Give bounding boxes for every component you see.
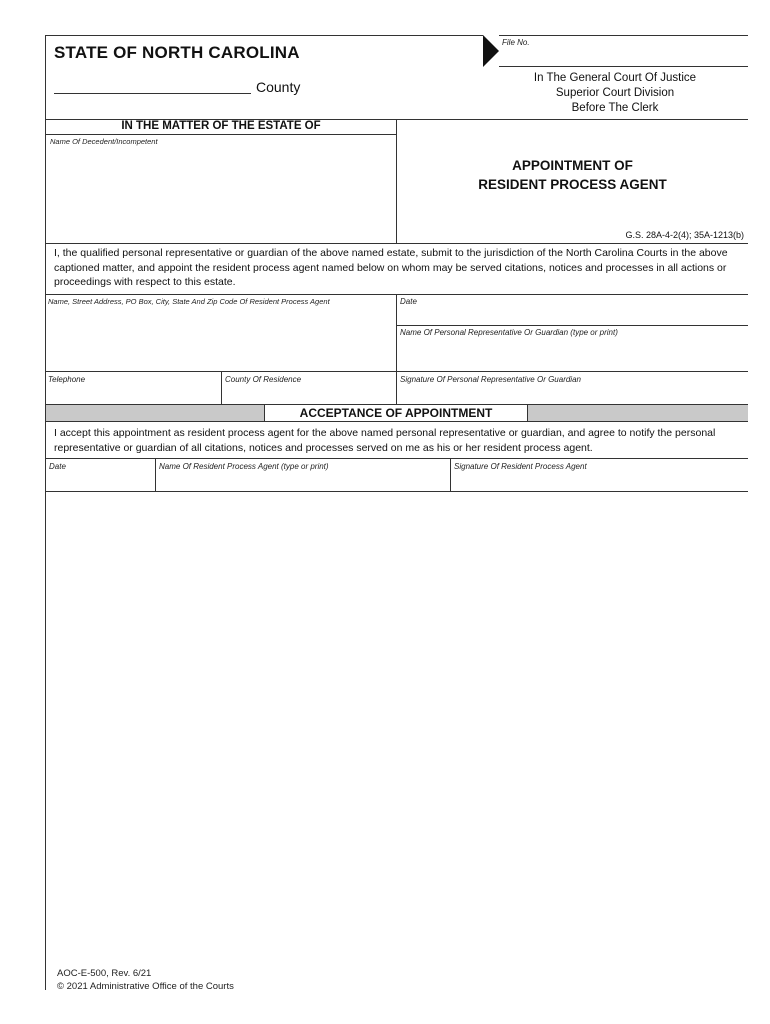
- county-label: County: [256, 79, 301, 95]
- acceptance-date-field[interactable]: [46, 472, 154, 490]
- appointment-paragraph: I, the qualified personal representative or guardian of the above named estate, submit to the jurisdiction of the North Carolina Courts in the above captioned matter, and appoint the resident process agent named below on whom may be served citations, notices and processes in all actions or proceedings with respect to this estate.: [54, 247, 728, 288]
- rep-name-field[interactable]: [397, 338, 748, 371]
- file-no-marker-icon: [483, 35, 499, 67]
- date-bottom-line: [396, 325, 748, 326]
- decedent-name-field[interactable]: [46, 147, 395, 242]
- acceptance-heading-right-edge: [527, 404, 528, 421]
- agent-name-label: Name Of Resident Process Agent (type or print): [159, 462, 329, 471]
- state-title: STATE OF NORTH CAROLINA: [54, 43, 300, 62]
- statute-reference: G.S. 28A-4-2(4); 35A-1213(b): [625, 230, 744, 240]
- estate-bottom-line: [45, 243, 748, 244]
- rep-signature-label: Signature Of Personal Representative Or Guardian: [400, 375, 581, 384]
- court-line-1: In The General Court Of Justice: [533, 72, 697, 84]
- acceptance-date-label: Date: [49, 462, 66, 471]
- county-underline: [54, 93, 251, 94]
- decedent-label: Name Of Decedent/Incompetent: [50, 137, 158, 146]
- acceptance-bar-left: [46, 405, 264, 421]
- form-title-line-2: RESIDENT PROCESS AGENT: [478, 177, 667, 192]
- acceptance-paragraph: I accept this appointment as resident process agent for the above named personal representative or guardian, and agree to notify the personal representative or guardian of all citations, notices and processes served on me as his or her resident process agent.: [54, 427, 716, 454]
- agent-address-field[interactable]: [46, 307, 395, 371]
- county-residence-field[interactable]: [222, 385, 395, 403]
- file-no-field[interactable]: [499, 36, 748, 66]
- file-no-label: File No.: [502, 38, 530, 47]
- acceptance-grid-top: [45, 458, 748, 459]
- rep-signature-field[interactable]: [397, 385, 748, 403]
- acceptance-bar-bottom: [45, 421, 748, 422]
- copyright: © 2021 Administrative Office of the Courts: [57, 981, 234, 992]
- telephone-field[interactable]: [46, 385, 220, 403]
- county-field[interactable]: [54, 76, 251, 93]
- top-border: [45, 35, 483, 36]
- rep-name-label: Name Of Personal Representative Or Guardian (type or print): [400, 328, 618, 337]
- estate-heading-underline: [45, 134, 396, 135]
- agent-signature-label: Signature Of Resident Process Agent: [454, 462, 587, 471]
- acceptance-grid-bottom: [45, 491, 748, 492]
- agent-name-field[interactable]: [156, 472, 449, 490]
- court-line-3: Before The Clerk: [571, 102, 659, 114]
- agent-signature-field[interactable]: [451, 472, 748, 490]
- acceptance-bar-right: [528, 405, 748, 421]
- form-number: AOC-E-500, Rev. 6/21: [57, 968, 152, 979]
- file-no-bottom-line: [499, 66, 748, 67]
- appointment-date-label: Date: [400, 297, 417, 306]
- appointment-row-line: [45, 371, 748, 372]
- court-line-2: Superior Court Division: [555, 87, 675, 99]
- estate-heading: IN THE MATTER OF THE ESTATE OF: [121, 120, 321, 132]
- acceptance-heading: ACCEPTANCE OF APPOINTMENT: [299, 406, 493, 420]
- agent-address-label: Name, Street Address, PO Box, City, State And Zip Code Of Resident Process Agent: [48, 297, 330, 306]
- form-title-line-1: APPOINTMENT OF: [512, 158, 633, 173]
- county-residence-label: County Of Residence: [225, 375, 302, 384]
- telephone-label: Telephone: [48, 375, 86, 384]
- appointment-date-field[interactable]: [397, 307, 748, 325]
